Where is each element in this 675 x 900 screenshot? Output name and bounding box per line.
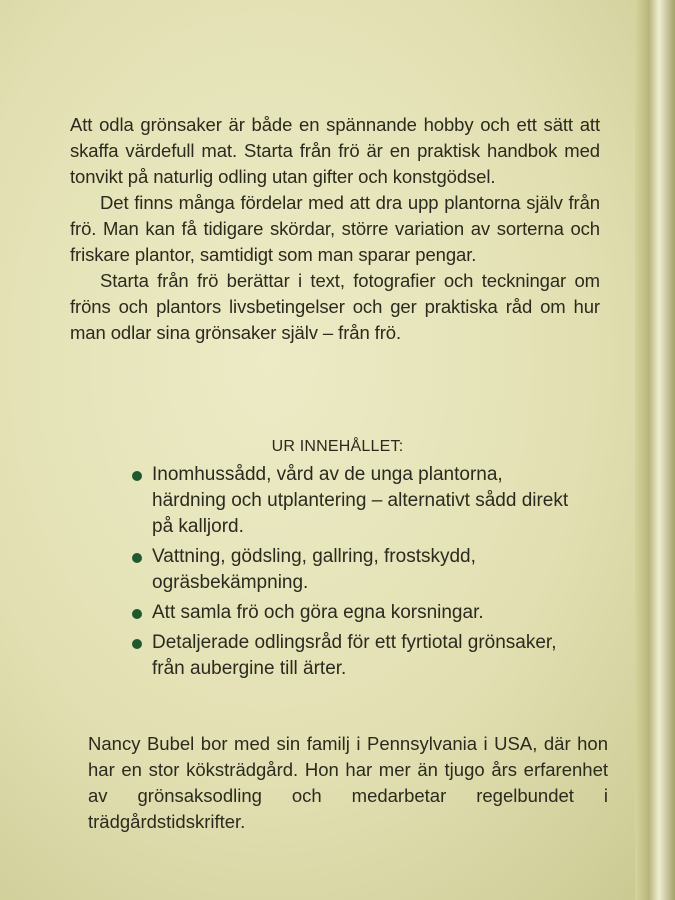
bullet-dot-icon bbox=[132, 639, 142, 649]
list-item bbox=[130, 630, 570, 682]
list-item-text: Detaljerade odlingsråd för ett fyrtiotal grönsaker, från aubergine till ärter. bbox=[152, 632, 557, 679]
list-item bbox=[130, 600, 570, 626]
list-item-text: Att samla frö och göra egna korsningar. bbox=[152, 602, 484, 623]
contents-list bbox=[130, 462, 570, 686]
bullet-dot-icon bbox=[132, 609, 142, 619]
list-item-text: Vattning, gödsling, gallring, frostskydd, ogräsbekämpning. bbox=[152, 546, 476, 593]
description-paragraph-2: Det finns många fördelar med att dra upp plantorna själv från frö. Man kan få tidigare skördar, större variation av sorterna och friskare plantor, samtidigt som man sparar pengar. bbox=[70, 192, 600, 265]
list-item bbox=[130, 462, 570, 540]
bullet-dot-icon bbox=[132, 471, 142, 481]
author-bio: Nancy Bubel bor med sin familj i Pennsylvania i USA, där hon har en stor köksträdgård. Hon har mer än tjugo års erfarenhet av grönsaksodling och medarbetar regelbundet i trädgårdstidskrifter. bbox=[88, 732, 608, 832]
contents-heading: UR INNEHÅLLET: bbox=[271, 438, 404, 455]
list-item bbox=[130, 544, 570, 596]
description-paragraph-1: Att odla grönsaker är både en spännande hobby och ett sätt att skaffa värdefull mat. Starta från frö är en praktisk handbok med tonvikt på naturlig odling utan gifter och konstgödsel. bbox=[70, 114, 600, 187]
bullet-dot-icon bbox=[132, 553, 142, 563]
list-item-text: Inomhussådd, vård av de unga plantorna, härdning och utplantering – alternativt sådd direkt på kalljord. bbox=[152, 464, 569, 537]
description-paragraph-3: Starta från frö berättar i text, fotografier och teckningar om fröns och plantors livsbetingelser och ger praktiska råd om hur man odlar sina grönsaker själv – från frö. bbox=[70, 270, 600, 343]
description-text bbox=[70, 112, 600, 346]
